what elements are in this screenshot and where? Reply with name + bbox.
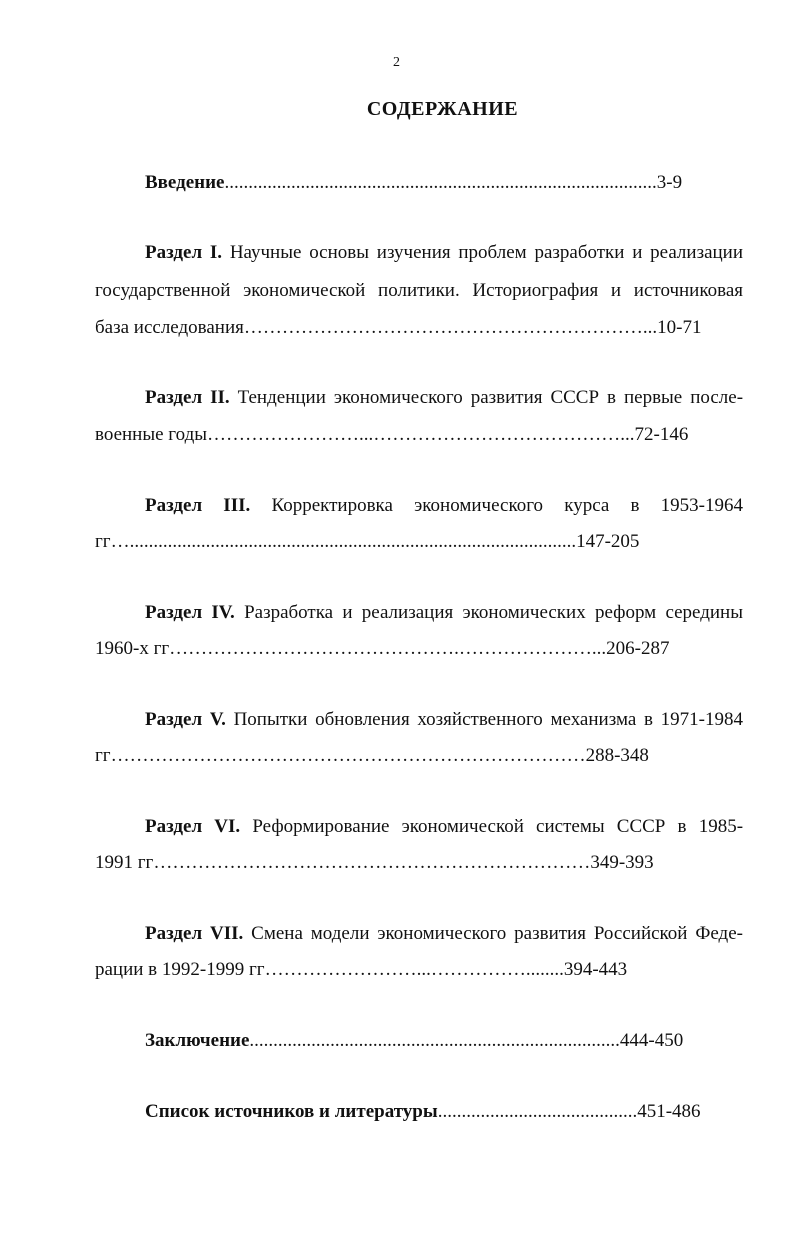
page-range: 10-71 bbox=[657, 317, 702, 338]
toc-entry-conclusion[interactable] bbox=[145, 1029, 683, 1053]
dot-leader: ……………………………………….…………………... bbox=[169, 638, 607, 659]
toc-entry-section-1-line1[interactable]: Раздел I. Научные основы изучения проблем разработки и реализации bbox=[145, 242, 744, 263]
page-range: 72-146 bbox=[634, 424, 689, 445]
toc-entry-label: Заключение bbox=[145, 1030, 250, 1051]
dot-leader: ………………………………………………………………… bbox=[110, 745, 586, 766]
dot-leader: ….............................................................................................. bbox=[110, 531, 577, 552]
toc-entry-section-7-line2: рации в 1992-1999 гг……………………...……………........394-443 bbox=[95, 959, 628, 980]
toc-entry-section-6-line1[interactable]: Раздел VI. Реформирование экономической системы СССР в 1985- bbox=[145, 816, 744, 837]
page-title: СОДЕРЖАНИЕ bbox=[366, 98, 519, 120]
dot-leader: ........................................................................................... bbox=[224, 172, 657, 193]
toc-entry-section-5-line2: гг…………………………………………………………………288-348 bbox=[95, 745, 649, 766]
toc-entry-section-4-line1[interactable]: Раздел IV. Разработка и реализация экономических реформ середины bbox=[145, 602, 743, 623]
dot-leader: .......................................... bbox=[437, 1101, 638, 1122]
toc-entry-label: Раздел IV. bbox=[145, 602, 235, 623]
page-range: 444-450 bbox=[619, 1030, 684, 1051]
toc-entry-section-2-line1[interactable]: Раздел II. Тенденции экономического развития СССР в первые после- bbox=[145, 387, 744, 408]
toc-entry-section-5-line1[interactable]: Раздел V. Попытки обновления хозяйственного механизма в 1971-1984 bbox=[145, 709, 743, 730]
toc-entry-section-2-line2: военные годы……………………...…………………………………...72-146 bbox=[95, 424, 689, 445]
toc-entry-label: Раздел II. bbox=[145, 387, 230, 408]
page-range: 288-348 bbox=[585, 745, 649, 766]
page-range: 349-393 bbox=[590, 852, 654, 873]
toc-entry-label: Раздел III. bbox=[145, 495, 251, 516]
dot-leader: …………………………………………………………… bbox=[153, 852, 591, 873]
dot-leader: ……………………...…………………………………... bbox=[207, 424, 635, 445]
toc-entry-label: Раздел I. bbox=[145, 242, 223, 263]
toc-entry-section-4-line2: 1960-х гг……………………………………….…………………...206-287 bbox=[95, 638, 670, 659]
page-number: 2 bbox=[393, 55, 400, 70]
page-range: 3-9 bbox=[656, 172, 683, 193]
toc-entry-intro[interactable] bbox=[145, 171, 682, 195]
toc-entry-section-7-line1[interactable]: Раздел VII. Смена модели экономического развития Российской Феде- bbox=[145, 923, 743, 944]
toc-entry-sources[interactable] bbox=[145, 1100, 701, 1124]
toc-entry-label: Введение bbox=[145, 172, 225, 193]
page-range: 147-205 bbox=[576, 531, 640, 552]
toc-entry-label: Список источников и литературы bbox=[145, 1101, 438, 1122]
dot-leader: .............................................................................. bbox=[249, 1030, 620, 1051]
toc-entry-label: Раздел VI. bbox=[145, 816, 241, 837]
page-range: 206-287 bbox=[606, 638, 670, 659]
dot-leader: ……………………...……………........ bbox=[264, 959, 564, 980]
toc-entry-section-6-line2: 1991 гг……………………………………………………………349-393 bbox=[95, 852, 654, 873]
toc-entry-section-3-line1[interactable]: Раздел III. Корректировка экономического курса в 1953-1964 bbox=[145, 495, 744, 516]
page-range: 394-443 bbox=[563, 959, 628, 980]
toc-entry-label: Раздел V. bbox=[145, 709, 226, 730]
dot-leader: ………………………………………………………... bbox=[243, 317, 658, 338]
toc-entry-label: Раздел VII. bbox=[145, 923, 244, 944]
toc-entry-section-1-line3: база исследования………………………………………………………...10-71 bbox=[95, 317, 702, 338]
toc-entry-section-3-line2: гг…..............................................................................................147-205 bbox=[95, 531, 640, 552]
page-range: 451-486 bbox=[637, 1101, 701, 1122]
toc-entry-section-1-line2: государственной экономической политики. Историография и источниковая bbox=[95, 280, 743, 301]
